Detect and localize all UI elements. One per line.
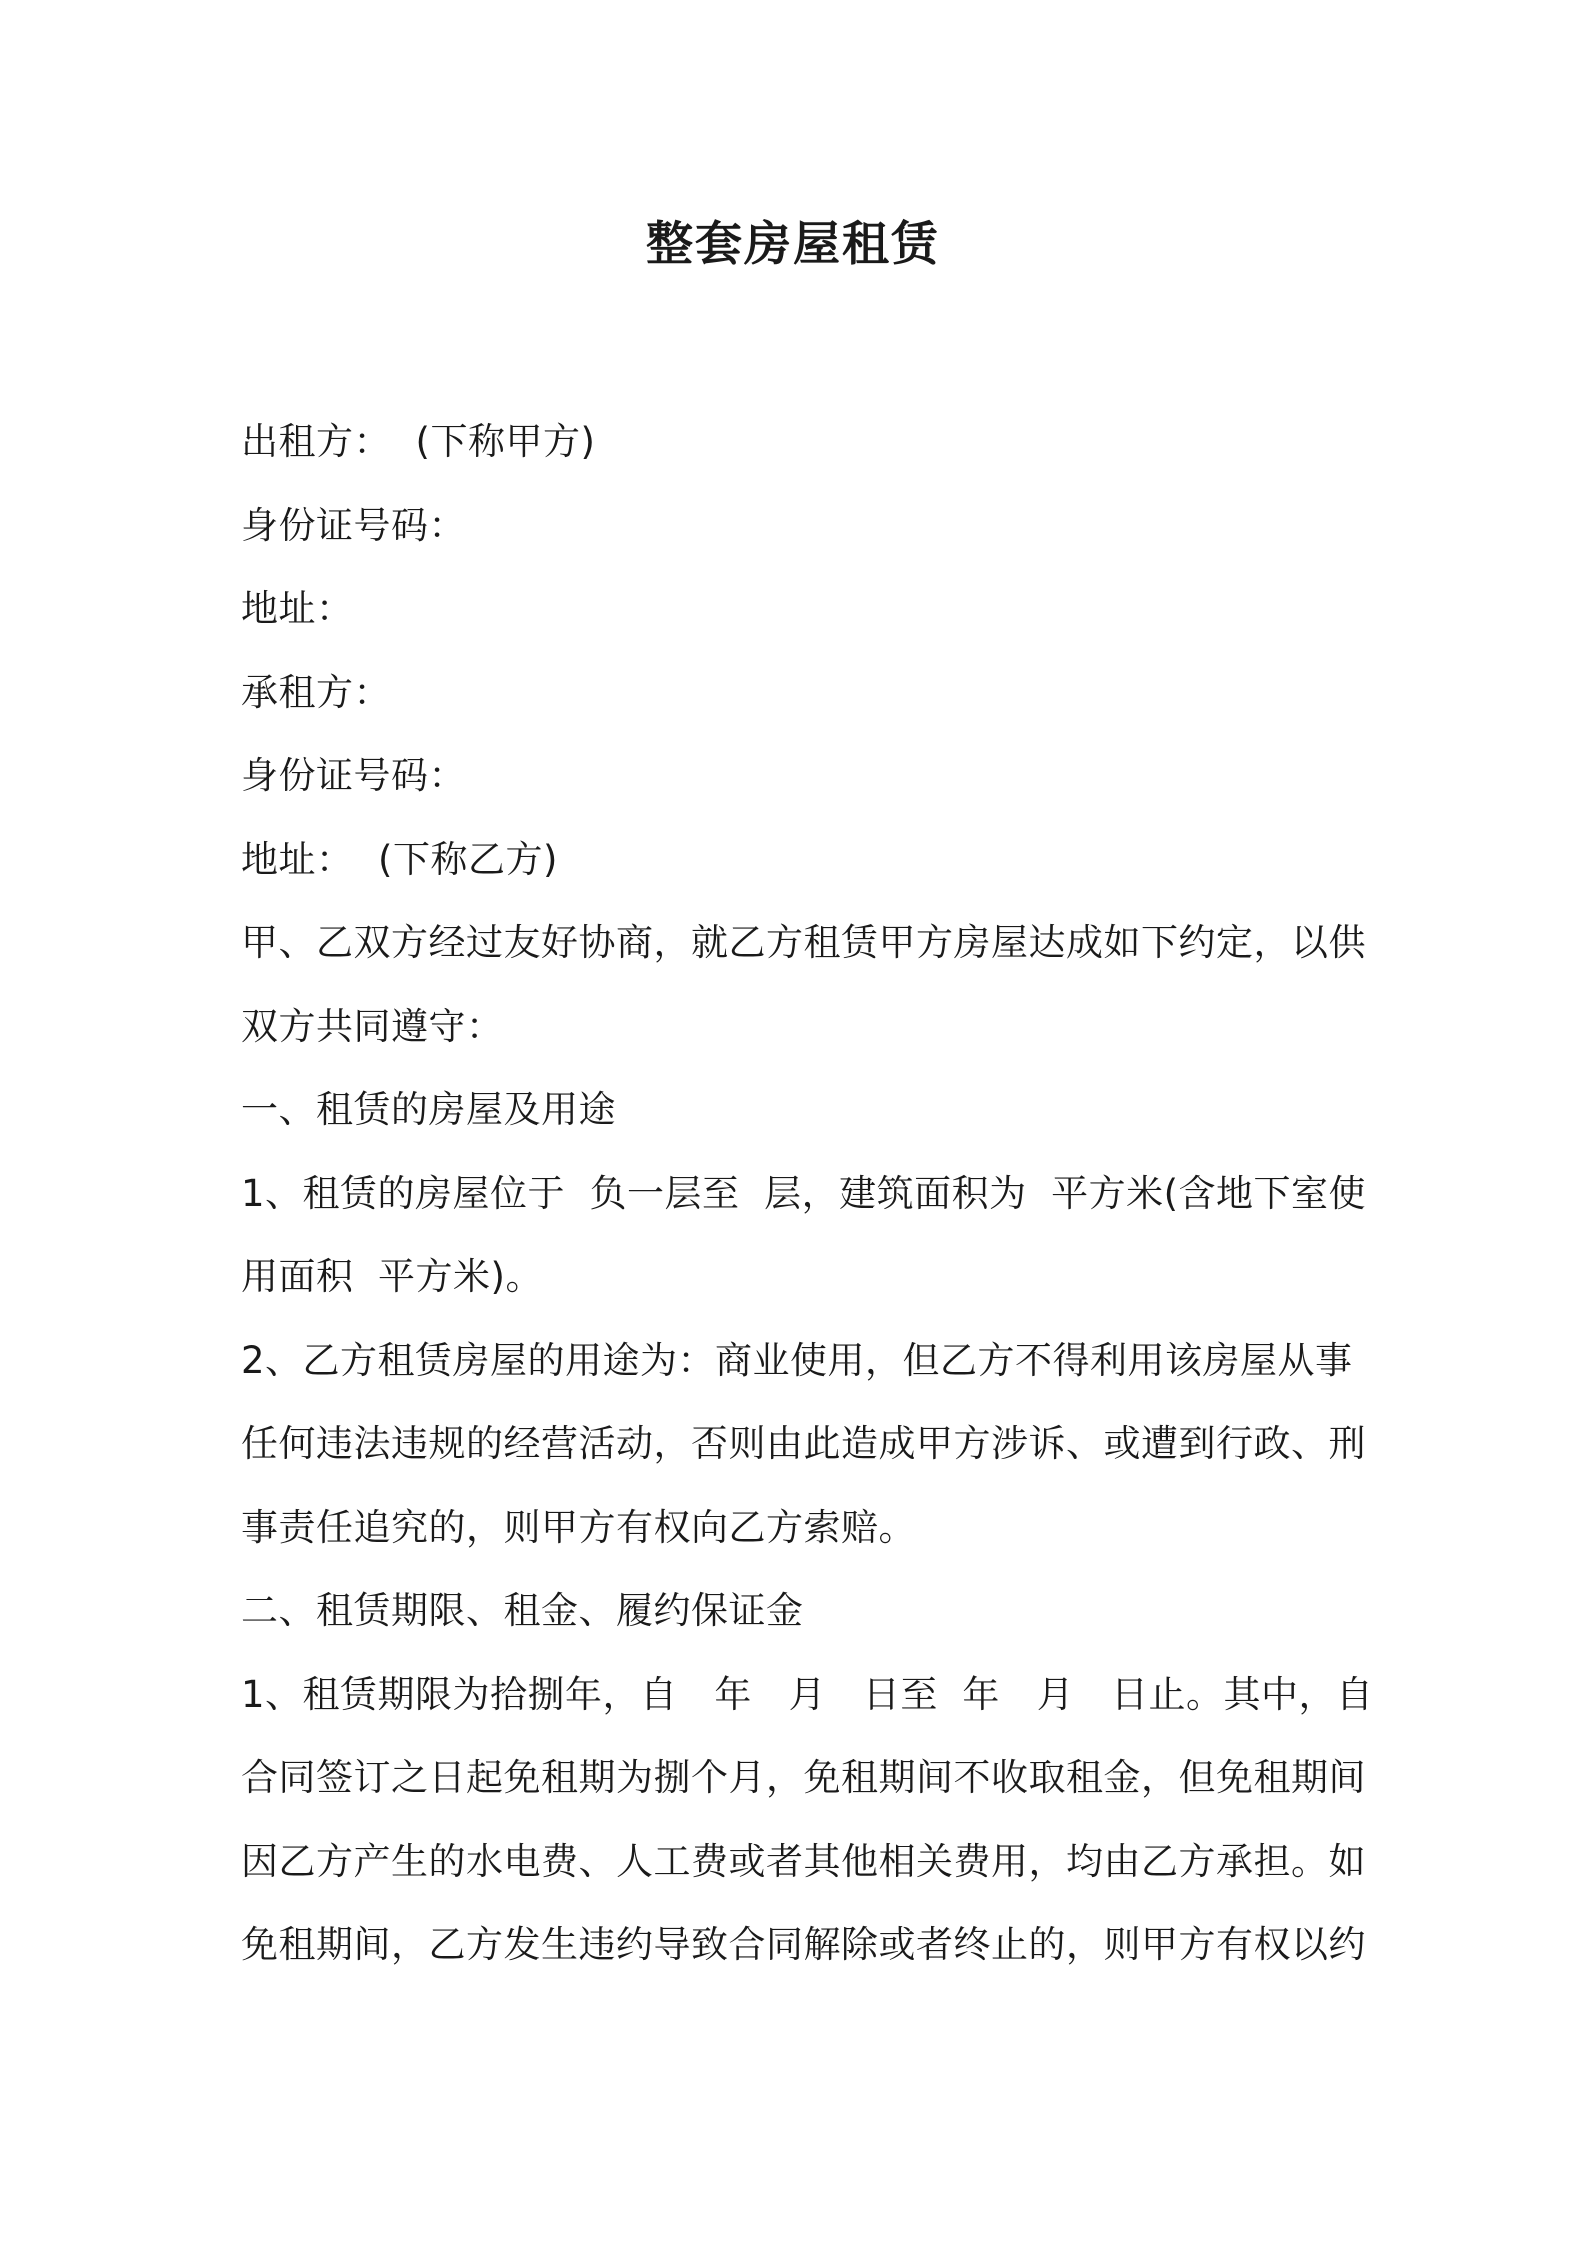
- document-title: 整套房屋租赁: [646, 217, 940, 272]
- clause-line: 因乙方产生的水电费、人工费或者其他相关费用，均由乙方承担。如: [241, 1839, 1366, 1883]
- clause-line: 1、租赁的房屋位于 负一层至 层，建筑面积为 平方米(含地下室使: [241, 1171, 1367, 1215]
- section-heading: 一、租赁的房屋及用途: [241, 1088, 616, 1131]
- preamble-line: 甲、乙双方经过友好协商，就乙方租赁甲方房屋达成如下约定，以供: [241, 921, 1366, 964]
- clause-line: 2、乙方租赁房屋的用途为：商业使用，但乙方不得利用该房屋从事: [241, 1338, 1353, 1382]
- clause-line: 1、租赁期限为拾捌年，自 年 月 日至 年 月 日止。其中，自: [241, 1672, 1374, 1716]
- clause-line: 任何违法违规的经营活动，否则由此造成甲方涉诉、或遭到行政、刑: [241, 1422, 1366, 1465]
- clause-line: 用面积 平方米)。: [241, 1255, 543, 1298]
- preamble-line: 双方共同遵守：: [241, 1004, 504, 1048]
- clause-line: 合同签订之日起免租期为捌个月，免租期间不收取租金，但免租期间: [241, 1756, 1366, 1799]
- lessor-id-line: 身份证号码：: [241, 503, 466, 547]
- document-body: [241, 400, 1374, 1987]
- clause-line: 事责任追究的，则甲方有权向乙方索赔。: [241, 1505, 916, 1549]
- lessor-address-line: 地址：: [241, 587, 354, 630]
- clause-line: 免租期间，乙方发生违约导致合同解除或者终止的，则甲方有权以约: [241, 1923, 1366, 1966]
- lessee-id-line: 身份证号码：: [241, 754, 466, 797]
- lessor-line: 出租方： (下称甲方): [241, 420, 596, 463]
- section-heading: 二、租赁期限、租金、履约保证金: [241, 1589, 804, 1632]
- lessee-line: 承租方：: [241, 670, 391, 714]
- lessee-address-line: 地址： (下称乙方): [241, 837, 558, 881]
